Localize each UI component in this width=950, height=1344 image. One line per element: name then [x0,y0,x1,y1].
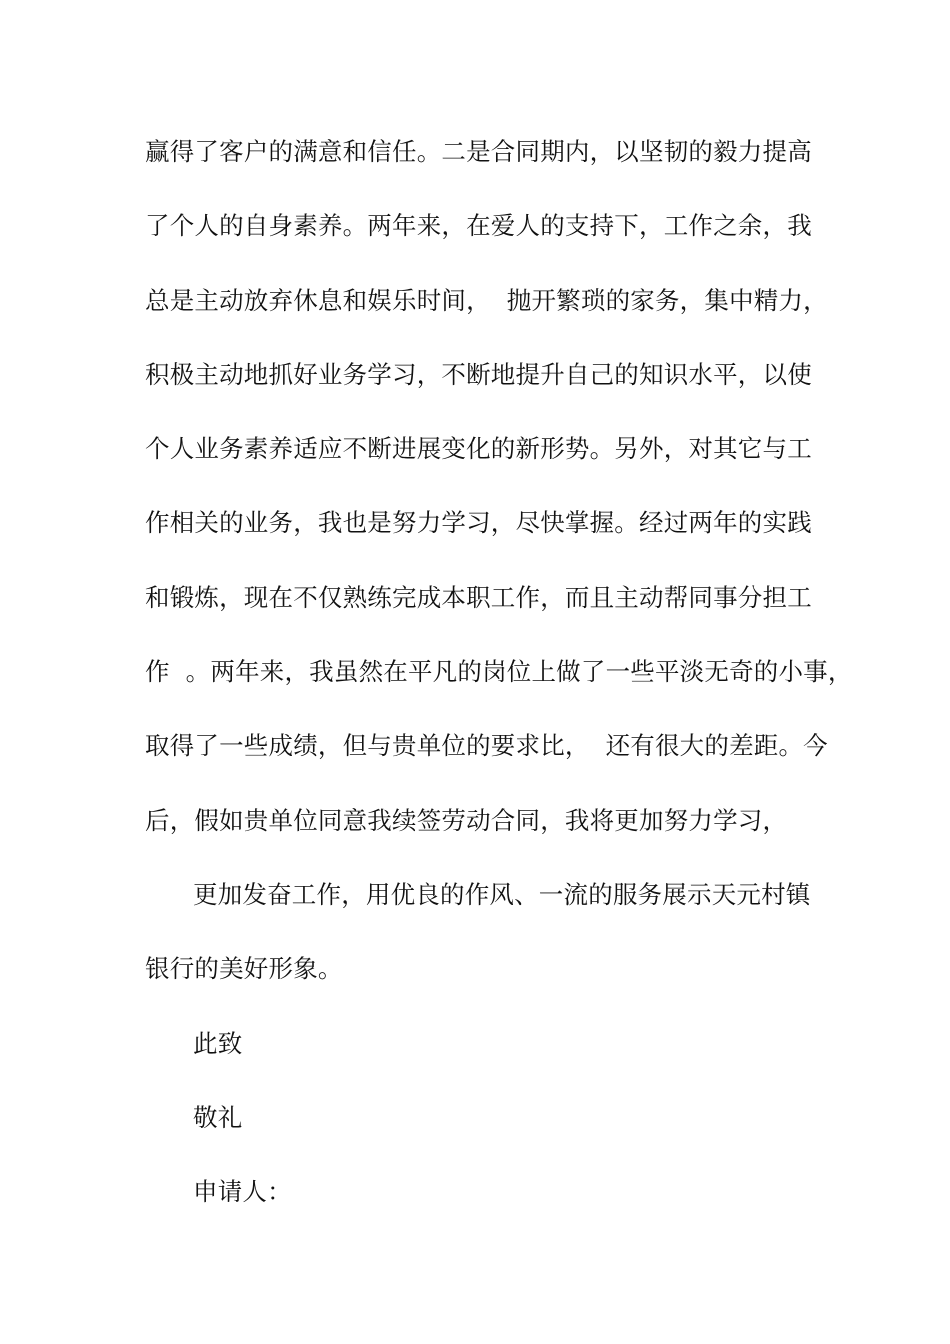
closing-salutation-2: 敬礼 [193,1103,243,1132]
paragraph-line-11: 更加发奋工作，用优良的作风、一流的服务展示天元村镇 [193,880,811,909]
paragraph-line-5: 个人业务素养适应不断进展变化的新形势。另外，对其它与工 [145,434,812,463]
applicant-label: 申请人： [193,1177,292,1206]
paragraph-line-1: 赢得了客户的满意和信任。二是合同期内，以坚韧的毅力提高 [145,137,812,166]
paragraph-line-9: 取得了一些成绩，但与贵单位的要求比， 还有很大的差距。今 [145,731,828,760]
paragraph-line-4: 积极主动地抓好业务学习，不断地提升自己的知识水平，以使 [145,360,812,389]
paragraph-line-6: 作相关的业务，我也是努力学习，尽快掌握。经过两年的实践 [145,508,812,537]
paragraph-line-3: 总是主动放弃休息和娱乐时间， 抛开繁琐的家务，集中精力， [145,286,828,315]
paragraph-line-2: 了个人的自身素养。两年来，在爱人的支持下，工作之余，我 [145,211,812,240]
closing-salutation-1: 此致 [193,1029,243,1058]
paragraph-line-7: 和锻炼，现在不仅熟练完成本职工作，而且主动帮同事分担工 [145,583,812,612]
paragraph-line-12: 银行的美好形象。 [145,954,343,983]
paragraph-line-10: 后，假如贵单位同意我续签劳动合同，我将更加努力学习， [145,806,788,835]
paragraph-line-8: 作 。两年来，我虽然在平凡的岗位上做了一些平淡无奇的小事， [145,657,853,686]
